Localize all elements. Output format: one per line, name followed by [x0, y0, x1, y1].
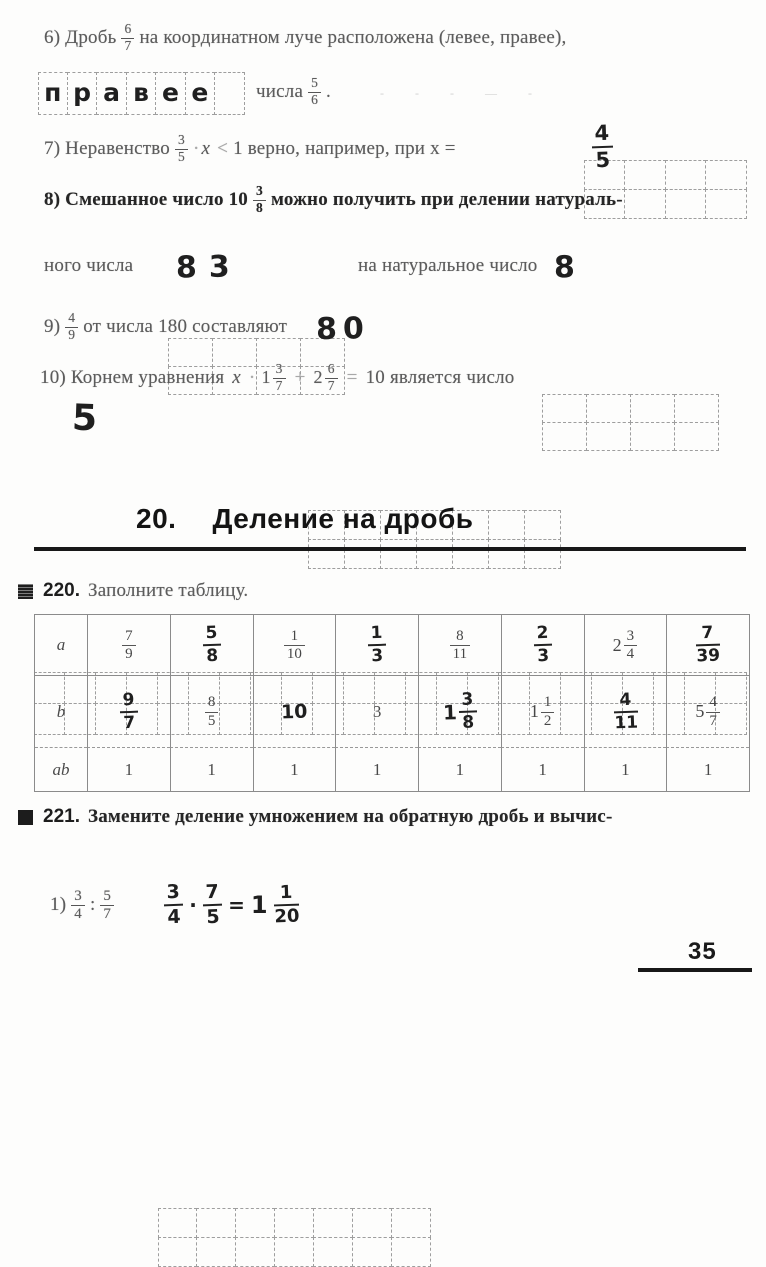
ex221-1-handwritten-answer: 3 4 · $\frac{7}{5}$ = 1 1 20: [158, 876, 436, 934]
item6-text2: на координатном луче расположена (левее, правее),: [139, 26, 567, 48]
cell-ab8: 1: [666, 747, 749, 791]
item8-line1: 8) Смешанное число 10 3 8 можно получить при делении натураль-: [44, 183, 623, 215]
section-number: 20.: [136, 503, 177, 534]
answer-cell: [452, 539, 489, 569]
answer-cell: [524, 510, 561, 540]
fraction-5-7: 5 7: [100, 888, 114, 922]
cell-b2: 8 5: [170, 675, 253, 747]
mixed-2-6-7: 2 6 7: [314, 362, 339, 393]
item6-line1: [44, 22, 566, 53]
row-label-a: a: [56, 635, 66, 654]
answer-cell: [196, 1208, 236, 1238]
item6-line2: числа 5 6 .: [256, 75, 331, 107]
answer-cell: [274, 1237, 314, 1267]
table-row-ab: [35, 747, 749, 791]
item10-handwritten-answer: 5: [71, 397, 98, 440]
answer-cell: [524, 539, 561, 569]
cell-a5: 8 11: [418, 615, 501, 675]
answer-cell: [542, 394, 587, 423]
cell-ab6: 1: [501, 747, 584, 791]
cell-a2: 5 8: [170, 615, 253, 675]
answer-cell: [158, 1208, 198, 1238]
ex221-1-answer-box: [158, 1208, 430, 1266]
row-label-ab: ab: [35, 747, 87, 791]
answer-cell: [488, 539, 525, 569]
cell-a7: 2 3 4: [584, 615, 667, 675]
table-row-a: [35, 615, 749, 675]
cell-ab3: 1: [253, 747, 336, 791]
fraction-3-4: 3 4: [71, 888, 85, 922]
answer-cell: [488, 510, 525, 540]
answer-cell: [235, 1208, 275, 1238]
answer-cell: [380, 539, 417, 569]
cell-a8: 7 39: [666, 615, 749, 675]
answer-cell: [665, 160, 707, 190]
answer-cell: [313, 1237, 353, 1267]
item8-line2a: ного числа: [44, 255, 134, 276]
cell-ab4: 1: [335, 747, 418, 791]
answer-cell: [274, 1208, 314, 1238]
task220-caption: [18, 580, 248, 602]
answer-cell: [391, 1208, 431, 1238]
task221-number: 221.: [43, 806, 80, 827]
answer-cell: [624, 160, 666, 190]
answer-cell: [624, 189, 666, 219]
answer-cell: [352, 1208, 392, 1238]
item7-handwritten-answer: 4 5: [584, 118, 754, 176]
answer-cell: [674, 422, 719, 451]
section-title: Деление на дробь: [212, 503, 474, 534]
answer-cell: [313, 1208, 353, 1238]
page-number-rule: [638, 968, 752, 972]
answer-cell: [705, 160, 747, 190]
answer-cell: [630, 394, 675, 423]
item8-handwritten-answer1: 83: [175, 248, 243, 285]
answer-cell: [630, 422, 675, 451]
item9-handwritten-answer: 80: [315, 310, 371, 347]
table-row-b: [35, 675, 749, 747]
task220-text: Заполните таблицу.: [87, 580, 249, 601]
answer-cell: [344, 539, 381, 569]
cell-ab5: 1: [418, 747, 501, 791]
item6-text: 6) Дробь: [44, 26, 117, 48]
item6-handwritten-answer: п р а в е е: [44, 77, 209, 107]
item8-answer-box2: [542, 394, 718, 450]
cell-ab1: 1: [87, 747, 170, 791]
page-number: 35: [688, 938, 717, 965]
cell-b1: 9 7: [87, 675, 170, 747]
fraction-6-7: 6 7: [121, 22, 134, 53]
item7-line: 7) Неравенство 3 5 · x < 1 верно, например, при x =: [44, 132, 456, 164]
section-rule: [34, 547, 746, 551]
cell-a4: 1 3: [335, 615, 418, 675]
striped-square-icon: [18, 584, 33, 599]
item9-line: 9) 4 9 от числа 180 составляют: [44, 310, 288, 342]
table-220: [34, 614, 750, 792]
answer-cell: [665, 189, 707, 219]
hand-fraction-1-20: 1 20: [273, 881, 300, 928]
fraction-3-8: 3 8: [253, 184, 266, 215]
task221-caption: [18, 806, 612, 828]
ex221-1-line: 1) 3 4 : 5 7: [50, 876, 119, 934]
answer-cell: [391, 1237, 431, 1267]
answer-cell: [235, 1237, 275, 1267]
cell-a3: 1 10: [253, 615, 336, 675]
cell-b3: 10: [253, 675, 336, 747]
answer-cell: [705, 189, 747, 219]
fraction-4-9: 4 9: [65, 311, 78, 342]
cell-ab7: 1: [584, 747, 667, 791]
cell-b7: 4 11: [584, 675, 667, 747]
answer-cell: [674, 394, 719, 423]
hand-fraction-3-4: 3 4: [163, 883, 184, 928]
item10-line: 10) Корнем уравнения x · 1 3 7 + 2 6 7 = 10 является число: [40, 361, 515, 393]
cell-ab2: 1: [170, 747, 253, 791]
answer-cell: [586, 422, 631, 451]
variable-x: x: [201, 138, 211, 159]
black-square-icon: [18, 810, 33, 825]
answer-cell: [352, 1237, 392, 1267]
cell-b4: 3: [335, 675, 418, 747]
cell-a1: 7 9: [87, 615, 170, 675]
cell-a6: 2 3: [501, 615, 584, 675]
task221-text: Замените деление умножением на обратную дробь и вычис-: [87, 806, 613, 827]
cell-b6: 1 1 2: [501, 675, 584, 747]
mixed-1-3-7: 1 3 7: [261, 362, 286, 393]
item8-line2b: на натуральное число: [358, 255, 538, 276]
section-heading: [136, 503, 474, 535]
answer-cell: [416, 539, 453, 569]
answer-cell: [158, 1237, 198, 1267]
answer-cell: [308, 539, 345, 569]
variable-x: x: [232, 366, 241, 388]
hand-fraction-7-5: $\frac{7}{5}$: [202, 883, 223, 928]
row-label-b: b: [35, 675, 87, 747]
task220-number: 220.: [43, 580, 80, 601]
item8-handwritten-answer2: 8: [553, 249, 576, 285]
answer-cell: [196, 1237, 236, 1267]
ex221-1-label: 1): [50, 894, 67, 915]
scan-noise: - - - — -: [380, 86, 546, 100]
answer-cell: [542, 422, 587, 451]
answer-cell: [586, 394, 631, 423]
cell-b8: 5 4 7: [666, 675, 749, 747]
fraction-3-5: 3 5: [175, 133, 188, 164]
cell-b5: 1 3 8: [418, 675, 501, 747]
fraction-5-6: 5 6: [308, 76, 321, 107]
